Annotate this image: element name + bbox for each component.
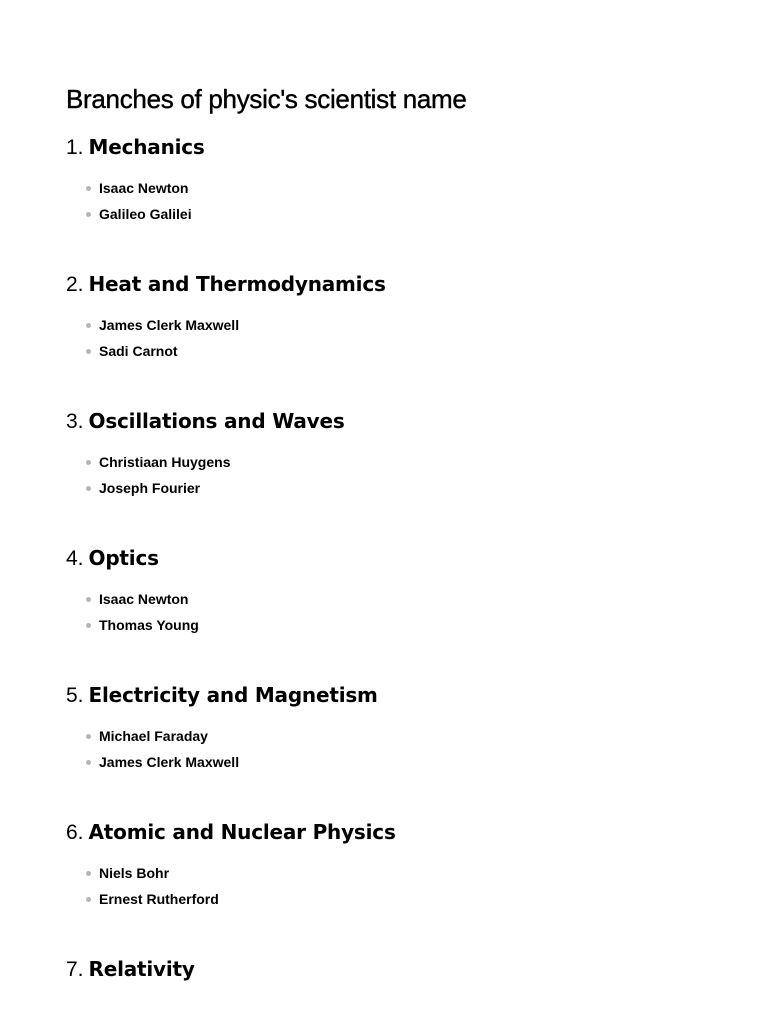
scientist-list — [66, 860, 746, 912]
section-mechanics — [66, 134, 746, 227]
bullet-icon — [86, 186, 91, 191]
section-number: 7. — [66, 958, 84, 981]
scientist-list — [66, 312, 746, 364]
bullet-icon — [86, 486, 91, 491]
list-item — [86, 449, 746, 475]
scientist-name: Christiaan Huygens — [99, 454, 231, 470]
section-name: Oscillations and Waves — [88, 409, 345, 433]
section-number: 1. — [66, 136, 84, 159]
section-number: 4. — [66, 547, 84, 570]
section-name: Mechanics — [88, 135, 205, 159]
document-page — [66, 82, 746, 997]
scientist-name: James Clerk Maxwell — [99, 754, 240, 770]
scientist-name: Isaac Newton — [99, 180, 189, 196]
section-heading — [66, 819, 746, 846]
section-number: 3. — [66, 410, 84, 433]
list-item — [86, 860, 746, 886]
section-name: Atomic and Nuclear Physics — [88, 820, 396, 844]
section-name: Electricity and Magnetism — [88, 683, 378, 707]
scientist-name: Ernest Rutherford — [99, 891, 219, 907]
scientist-name: Niels Bohr — [99, 865, 170, 881]
list-item — [86, 612, 746, 638]
section-heading — [66, 956, 746, 983]
scientist-list — [66, 449, 746, 501]
bullet-icon — [86, 897, 91, 902]
page-title: Branches of physic's scientist name — [66, 84, 467, 114]
list-item — [86, 723, 746, 749]
section-number: 6. — [66, 821, 84, 844]
bullet-icon — [86, 460, 91, 465]
section-number: 5. — [66, 684, 84, 707]
scientist-list — [66, 723, 746, 775]
scientist-name: Michael Faraday — [99, 728, 208, 744]
section-heading — [66, 682, 746, 709]
bullet-icon — [86, 623, 91, 628]
list-item — [86, 312, 746, 338]
bullet-icon — [86, 212, 91, 217]
section-number: 2. — [66, 273, 84, 296]
section-heading — [66, 545, 746, 572]
section-oscillations-waves — [66, 408, 746, 501]
section-name: Heat and Thermodynamics — [88, 272, 386, 296]
scientist-name: Joseph Fourier — [99, 480, 201, 496]
scientist-name: Sadi Carnot — [99, 343, 178, 359]
section-optics — [66, 545, 746, 638]
list-item — [86, 175, 746, 201]
list-item — [86, 201, 746, 227]
bullet-icon — [86, 760, 91, 765]
section-heading — [66, 408, 746, 435]
list-item — [86, 475, 746, 501]
section-name: Relativity — [88, 957, 195, 981]
section-name: Optics — [88, 546, 159, 570]
list-item — [86, 749, 746, 775]
bullet-icon — [86, 349, 91, 354]
section-heading — [66, 134, 746, 161]
section-heading — [66, 271, 746, 298]
bullet-icon — [86, 871, 91, 876]
scientist-list — [66, 586, 746, 638]
list-item — [86, 338, 746, 364]
scientist-name: Galileo Galilei — [99, 206, 192, 222]
bullet-icon — [86, 597, 91, 602]
scientist-name: Isaac Newton — [99, 591, 189, 607]
section-heat-thermodynamics — [66, 271, 746, 364]
section-relativity — [66, 956, 746, 983]
scientist-name: Thomas Young — [99, 617, 199, 633]
list-item — [86, 886, 746, 912]
list-item — [86, 586, 746, 612]
bullet-icon — [86, 734, 91, 739]
section-electricity-magnetism — [66, 682, 746, 775]
scientist-list — [66, 175, 746, 227]
bullet-icon — [86, 323, 91, 328]
section-atomic-nuclear-physics — [66, 819, 746, 912]
scientist-name: James Clerk Maxwell — [99, 317, 240, 333]
